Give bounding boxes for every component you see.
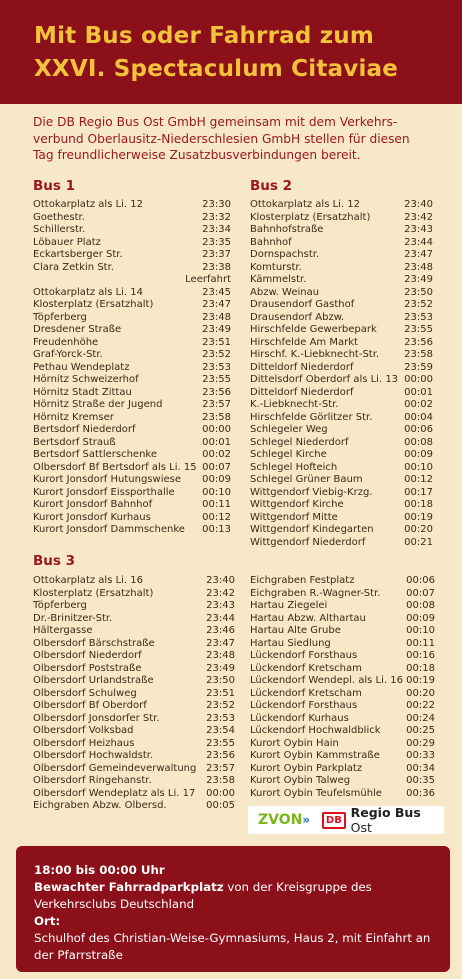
stop-name: Wittgendorf Viebig-Krzg.	[250, 486, 373, 498]
stop-name: Schlegeler Weg	[250, 424, 328, 435]
stop-name: Freudenhöhe	[33, 336, 99, 348]
zvon-logo: ZVON»	[258, 812, 311, 828]
departure-time: 00:07	[202, 461, 231, 473]
stop-name: Kurort Jonsdorf Dammschenke	[33, 524, 185, 535]
timetable-row	[33, 700, 235, 713]
timetable-row	[250, 224, 433, 237]
timetable-row	[250, 663, 435, 676]
stop-name: Olbersdorf Heizhaus	[33, 737, 135, 749]
stop-name: Kämmelstr.	[250, 274, 307, 285]
departure-time: 23:58	[202, 411, 231, 423]
stop-name: Olbersdorf Bf Oberdorf	[33, 700, 147, 711]
timetable-row	[33, 299, 231, 312]
timetable-row	[250, 750, 435, 763]
timetable-row	[33, 750, 235, 763]
departure-time: 23:47	[202, 299, 231, 310]
departure-time: 00:10	[406, 625, 435, 636]
timetable-row	[33, 588, 235, 601]
timetable-row	[250, 738, 435, 751]
stop-name: Wittgendorf Kindegarten	[250, 524, 374, 535]
stop-name: Klosterplatz (Ersatzhalt)	[33, 587, 154, 599]
stop-name: Hartau Alte Grube	[250, 625, 341, 636]
departure-time: 23:40	[404, 199, 433, 210]
departure-time: 00:29	[406, 737, 435, 749]
stop-name: Dittelsdorf Oberdorf als Li. 13	[250, 374, 399, 385]
stop-name: Lückendorf Kretscham	[250, 687, 362, 699]
departure-time: 23:45	[202, 286, 231, 298]
timetable-row	[33, 650, 235, 663]
timetable-row	[33, 424, 231, 437]
timetable-row	[250, 399, 433, 412]
departure-time: 23:57	[206, 762, 235, 774]
timetable-row	[250, 688, 435, 701]
departure-time: 23:47	[404, 249, 433, 260]
timetable-row	[33, 725, 235, 738]
timetable-row	[33, 462, 231, 475]
departure-time: 00:09	[202, 474, 231, 485]
stop-name: Bertsdorf Sattlerschenke	[33, 449, 158, 460]
timetable-row	[250, 638, 435, 651]
timetable-row	[250, 337, 433, 350]
stop-name: Töpferberg	[33, 600, 87, 611]
departure-time: 23:58	[206, 775, 235, 786]
departure-time: 00:21	[404, 536, 433, 548]
timetable-row	[250, 474, 433, 487]
stop-name: Hirschfelde Görlitzer Str.	[250, 411, 373, 423]
timetable-row	[33, 374, 231, 387]
departure-time: 00:18	[406, 662, 435, 674]
departure-time: 00:09	[404, 449, 433, 460]
timetable-row	[250, 374, 433, 387]
title-line-2: XXVI. Spectaculum Citaviae	[34, 56, 399, 82]
stop-name: Kurort Jonsdorf Hutungswiese	[33, 474, 181, 485]
stop-name: Olbersdorf Bf Bertsdorf als Li. 15	[33, 461, 197, 473]
departure-time: 00:09	[406, 612, 435, 624]
timetable-row	[250, 524, 433, 537]
stop-name: Schlegel Hofteich	[250, 461, 338, 473]
departure-time: 23:56	[404, 336, 433, 348]
stop-name: Kurort Jonsdorf Kurhaus	[33, 511, 151, 523]
departure-time: 00:34	[406, 762, 435, 774]
timetable-row	[33, 625, 235, 638]
departure-time: 23:30	[202, 199, 231, 210]
departure-time: 23:57	[202, 399, 231, 410]
timetable-row	[250, 588, 435, 601]
timetable-row	[33, 262, 231, 275]
departure-time: 23:55	[404, 324, 433, 335]
departure-time: 23:49	[202, 324, 231, 335]
event-time: 18:00 bis 00:00 Uhr	[34, 863, 165, 877]
stop-name: Abzw. Weinau	[250, 286, 320, 298]
departure-time: 23:52	[206, 700, 235, 711]
timetable-row	[33, 775, 235, 788]
timetable-row	[33, 212, 231, 225]
departure-time: 23:43	[404, 224, 433, 235]
stop-name: Wittgendorf Kirche	[250, 499, 344, 510]
departure-time: 23:38	[202, 261, 231, 273]
timetable-row	[33, 600, 235, 613]
stop-name: Lückendorf Forsthaus	[250, 700, 358, 711]
stop-name: Komturstr.	[250, 261, 302, 273]
timetable-row	[250, 725, 435, 738]
stop-name: Pethau Wendeplatz	[33, 361, 130, 373]
departure-time: 23:52	[404, 299, 433, 310]
bus1-title: Bus 1	[33, 178, 76, 194]
timetable-row	[250, 713, 435, 726]
timetable-row	[33, 399, 231, 412]
departure-time: 00:22	[406, 700, 435, 711]
stop-name: Hörnitz Schweizerhof	[33, 374, 139, 385]
timetable-row	[33, 349, 231, 362]
timetable-row	[33, 575, 235, 588]
departure-time: 00:19	[404, 511, 433, 523]
stop-name: Ottokarplatz als Li. 12	[33, 199, 144, 210]
stop-name: Olbersdorf Jonsdorfer Str.	[33, 712, 160, 724]
timetable-row	[250, 675, 435, 688]
stop-name: Eckartsberger Str.	[33, 249, 123, 260]
timetable-row	[250, 249, 433, 262]
stop-name: Dornspachstr.	[250, 249, 320, 260]
timetable-row	[250, 613, 435, 626]
departure-time: 00:07	[406, 587, 435, 599]
stop-name: Hörnitz Straße der Jugend	[33, 399, 163, 410]
departure-time: 00:19	[406, 675, 435, 686]
timetable-row	[33, 512, 231, 525]
departure-time: 23:56	[202, 386, 231, 398]
departure-time: 00:33	[406, 750, 435, 761]
parking-info: Bewachter Fahrradparkplatz von der Kreisgruppe des Verkehrsclubs Deutschland	[34, 880, 372, 911]
departure-time: 23:34	[202, 224, 231, 235]
stop-name: Klosterplatz (Ersatzhalt)	[33, 299, 154, 310]
stop-name: Hörnitz Stadt Zittau	[33, 386, 132, 398]
departure-time: 00:24	[406, 712, 435, 724]
stop-name: Bertsdorf Strauß	[33, 436, 116, 448]
stop-name: Kurort Oybin Teufelsmühle	[250, 787, 382, 799]
bus2-title: Bus 2	[250, 178, 293, 194]
departure-time: 23:46	[206, 625, 235, 636]
stop-name: Löbauer Platz	[33, 236, 101, 248]
departure-time: 00:00	[206, 787, 235, 799]
timetable-row	[33, 237, 231, 250]
timetable-row	[33, 800, 235, 813]
stop-name: Drausendorf Abzw.	[250, 311, 345, 323]
departure-time: 23:44	[404, 236, 433, 248]
stop-name: Hörnitz Kremser	[33, 411, 114, 423]
timetable-row	[250, 349, 433, 362]
timetable-row	[250, 312, 433, 325]
stop-name: Hirschfelde Am Markt	[250, 336, 358, 348]
timetable-row	[250, 237, 433, 250]
stop-name: K.-Liebknecht-Str.	[250, 399, 339, 410]
sponsor-logos	[248, 806, 444, 834]
departure-time: 00:02	[404, 399, 433, 410]
stop-name: Hartau Abzw. Althartau	[250, 612, 366, 624]
departure-time: 23:52	[202, 349, 231, 360]
departure-time: 23:48	[404, 261, 433, 273]
departure-time: 23:32	[202, 211, 231, 223]
stop-name: Ditteldorf Niederdorf	[250, 361, 354, 373]
departure-time: 00:08	[404, 436, 433, 448]
stop-name: Kurort Oybin Kammstraße	[250, 750, 380, 761]
departure-time: 00:20	[404, 524, 433, 535]
timetable-row	[250, 299, 433, 312]
timetable-row	[33, 713, 235, 726]
departure-time: 00:04	[404, 411, 433, 423]
timetable-row	[250, 424, 433, 437]
timetable-row	[33, 449, 231, 462]
timetable-row	[250, 499, 433, 512]
departure-time: 23:51	[206, 687, 235, 699]
timetable-row	[250, 449, 433, 462]
location-label: Ort:	[34, 914, 61, 928]
departure-time: 23:49	[404, 274, 433, 285]
timetable-row	[33, 487, 231, 500]
timetable-row	[33, 763, 235, 776]
departure-time: 23:55	[206, 737, 235, 749]
stop-name: Lückendorf Hochwaldblick	[250, 725, 381, 736]
stop-name: Bahnhofstraße	[250, 224, 324, 235]
stop-name: Olbersdorf Gemeindeverwaltung	[33, 762, 197, 774]
timetable-row	[250, 362, 433, 375]
timetable-row	[250, 387, 433, 400]
stop-name: Kurort Oybin Talweg	[250, 775, 351, 786]
stop-name: Olbersdorf Hochwaldstr.	[33, 750, 154, 761]
timetable-row	[250, 487, 433, 500]
stop-name: Hartau Ziegelei	[250, 600, 328, 611]
departure-time: 00:35	[406, 775, 435, 786]
departure-time: 00:11	[202, 499, 231, 510]
header-banner	[0, 0, 462, 104]
departure-time: 23:50	[404, 286, 433, 298]
departure-time: 00:12	[202, 511, 231, 523]
timetable-row	[250, 700, 435, 713]
stop-name: Schlegel Kirche	[250, 449, 327, 460]
stop-name: Bahnhof	[250, 236, 292, 248]
timetable-row	[250, 512, 433, 525]
departure-time: 00:06	[404, 424, 433, 435]
departure-time: 23:49	[206, 662, 235, 674]
stop-name: Goethestr.	[33, 211, 85, 223]
stop-name: Graf-Yorck-Str.	[33, 349, 103, 360]
intro-text: Die DB Regio Bus Ost GmbH gemeinsam mit dem Verkehrs-verbund Oberlausitz-Niederschlesien GmbH stellen für diesen Tag freundlicherweise Zusatzbusverbindungen bereit.	[33, 115, 410, 162]
stop-name: Olbersdorf Niederdorf	[33, 650, 142, 661]
departure-time: 23:47	[206, 637, 235, 649]
timetable-row	[250, 600, 435, 613]
departure-time: 23:56	[206, 750, 235, 761]
departure-time: 00:17	[404, 486, 433, 498]
stop-name: Eichgraben Festplatz	[250, 575, 355, 586]
stop-name: Kurort Jonsdorf Bahnhof	[33, 499, 153, 510]
departure-time: 00:00	[404, 374, 433, 385]
timetable-row	[250, 274, 433, 287]
bus3-title: Bus 3	[33, 553, 76, 569]
departure-time: 00:01	[202, 436, 231, 448]
departure-time: 00:25	[406, 725, 435, 736]
departure-time: 00:36	[406, 787, 435, 799]
departure-time: 00:10	[404, 461, 433, 473]
stop-name: Olbersdorf Bärschstraße	[33, 637, 155, 649]
departure-time: 00:16	[406, 650, 435, 661]
bus1-timetable	[33, 199, 231, 537]
timetable-row	[33, 675, 235, 688]
stop-name: Kurort Oybin Parkplatz	[250, 762, 363, 774]
title-line-1: Mit Bus oder Fahrrad zum	[34, 23, 375, 49]
timetable-row	[250, 650, 435, 663]
timetable-row	[33, 324, 231, 337]
info-panel	[16, 846, 450, 972]
stop-name: Kurort Oybin Hain	[250, 737, 339, 749]
stop-name: Kurort Jonsdorf Eissporthalle	[33, 486, 175, 498]
stop-name: Olbersdorf Poststraße	[33, 662, 142, 674]
timetable-row	[250, 775, 435, 788]
timetable-row	[33, 249, 231, 262]
stop-name: Wittgendorf Niederdorf	[250, 536, 366, 548]
timetable-row	[250, 412, 433, 425]
timetable-row	[250, 437, 433, 450]
timetable-row	[33, 437, 231, 450]
stop-name: Lückendorf Kretscham	[250, 662, 362, 674]
stop-name: Bertsdorf Niederdorf	[33, 424, 136, 435]
timetable-row	[33, 312, 231, 325]
stop-name: Lückendorf Kurhaus	[250, 712, 349, 724]
timetable-row	[33, 287, 231, 300]
timetable-note: Leerfahrt	[185, 274, 231, 285]
departure-time: 00:08	[406, 600, 435, 611]
timetable-row	[250, 462, 433, 475]
timetable-row	[250, 575, 435, 588]
timetable-row	[33, 663, 235, 676]
stop-name: Töpferberg	[33, 311, 87, 323]
departure-time: 23:43	[206, 600, 235, 611]
bus2-timetable	[250, 199, 433, 549]
timetable-row	[33, 613, 235, 626]
stop-name: Ottokarplatz als Li. 12	[250, 199, 361, 210]
stop-name: Lückendorf Forsthaus	[250, 650, 358, 661]
timetable-row	[250, 788, 435, 801]
stop-name: Hältergasse	[33, 625, 93, 636]
location-text: Schulhof des Christian-Weise-Gymnasiums, Haus 2, mit Einfahrt an der Pfarrstraße	[34, 931, 431, 962]
departure-time: 23:55	[202, 374, 231, 385]
bus3-timetable-left	[33, 575, 235, 813]
departure-time: 23:59	[404, 361, 433, 373]
timetable-row	[33, 387, 231, 400]
timetable-row	[33, 524, 231, 537]
timetable-row	[250, 324, 433, 337]
regio-bus-ost-logo: Regio Bus Ost	[350, 805, 421, 835]
departure-time: 00:13	[202, 524, 231, 535]
departure-time: 23:37	[202, 249, 231, 260]
departure-time: 00:18	[404, 499, 433, 510]
stop-name: Wittgendorf Mitte	[250, 511, 338, 523]
departure-time: 23:53	[202, 361, 231, 373]
departure-time: 23:53	[404, 311, 433, 323]
departure-time: 23:53	[206, 712, 235, 724]
departure-time: 23:42	[404, 211, 433, 223]
departure-time: 00:11	[406, 637, 435, 649]
timetable-row	[33, 788, 235, 801]
stop-name: Lückendorf Wendepl. als Li. 16	[250, 675, 403, 686]
timetable-row	[33, 474, 231, 487]
zvon-arrows-icon: »	[302, 813, 311, 827]
departure-time: 23:51	[202, 336, 231, 348]
stop-name: Olbersdorf Urlandstraße	[33, 675, 154, 686]
departure-time: 23:40	[206, 575, 235, 586]
timetable-row	[250, 763, 435, 776]
departure-time: 00:20	[406, 687, 435, 699]
departure-time: 00:01	[404, 386, 433, 398]
stop-name: Dr.-Brinitzer-Str.	[33, 612, 113, 624]
departure-time: 23:50	[206, 675, 235, 686]
stop-name: Olbersdorf Volksbad	[33, 725, 134, 736]
stop-name: Olbersdorf Schulweg	[33, 687, 137, 699]
departure-time: 00:05	[206, 800, 235, 811]
timetable-row	[33, 688, 235, 701]
stop-name: Hirschfelde Gewerbepark	[250, 324, 377, 335]
timetable-row	[250, 212, 433, 225]
stop-name: Hartau Siedlung	[250, 637, 331, 649]
page-title	[34, 20, 398, 86]
timetable-row	[33, 362, 231, 375]
departure-time: 23:44	[206, 612, 235, 624]
timetable-row	[33, 499, 231, 512]
timetable-row	[33, 638, 235, 651]
timetable-row	[33, 337, 231, 350]
timetable-row	[250, 625, 435, 638]
stop-name: Ottokarplatz als Li. 16	[33, 575, 144, 586]
timetable-row	[250, 537, 433, 550]
stop-name: Hirschf. K.-Liebknecht-Str.	[250, 349, 380, 360]
departure-time: 23:35	[202, 236, 231, 248]
departure-time: 00:00	[202, 424, 231, 435]
departure-time: 23:58	[404, 349, 433, 360]
departure-time: 00:06	[406, 575, 435, 586]
stop-name: Clara Zetkin Str.	[33, 261, 114, 273]
stop-name: Drausendorf Gasthof	[250, 299, 355, 310]
stop-name: Schillerstr.	[33, 224, 86, 235]
timetable-row	[33, 738, 235, 751]
stop-name: Olbersdorf Ringehanstr.	[33, 775, 152, 786]
bus3-timetable-right	[250, 575, 435, 800]
stop-name: Schlegel Niederdorf	[250, 436, 349, 448]
departure-time: 00:02	[202, 449, 231, 460]
stop-name: Schlegel Grüner Baum	[250, 474, 363, 485]
stop-name: Klosterplatz (Ersatzhalt)	[250, 211, 371, 223]
timetable-row	[250, 287, 433, 300]
stop-name: Eichgraben R.-Wagner-Str.	[250, 587, 381, 599]
stop-name: Ditteldorf Niederdorf	[250, 386, 354, 398]
departure-time: 23:48	[202, 311, 231, 323]
timetable-row	[33, 224, 231, 237]
departure-time: 23:54	[206, 725, 235, 736]
timetable-row	[250, 199, 433, 212]
stop-name: Ottokarplatz als Li. 14	[33, 286, 144, 298]
timetable-row	[250, 262, 433, 275]
departure-time: 23:48	[206, 650, 235, 661]
stop-name: Eichgraben Abzw. Olbersd.	[33, 800, 167, 811]
timetable-row	[33, 199, 231, 212]
db-logo-icon: DB	[322, 812, 346, 829]
stop-name: Dresdener Straße	[33, 324, 122, 335]
timetable-row	[33, 412, 231, 425]
stop-name: Olbersdorf Wendeplatz als Li. 17	[33, 787, 196, 799]
departure-time: 23:42	[206, 587, 235, 599]
departure-time: 00:10	[202, 486, 231, 498]
departure-time: 00:12	[404, 474, 433, 485]
